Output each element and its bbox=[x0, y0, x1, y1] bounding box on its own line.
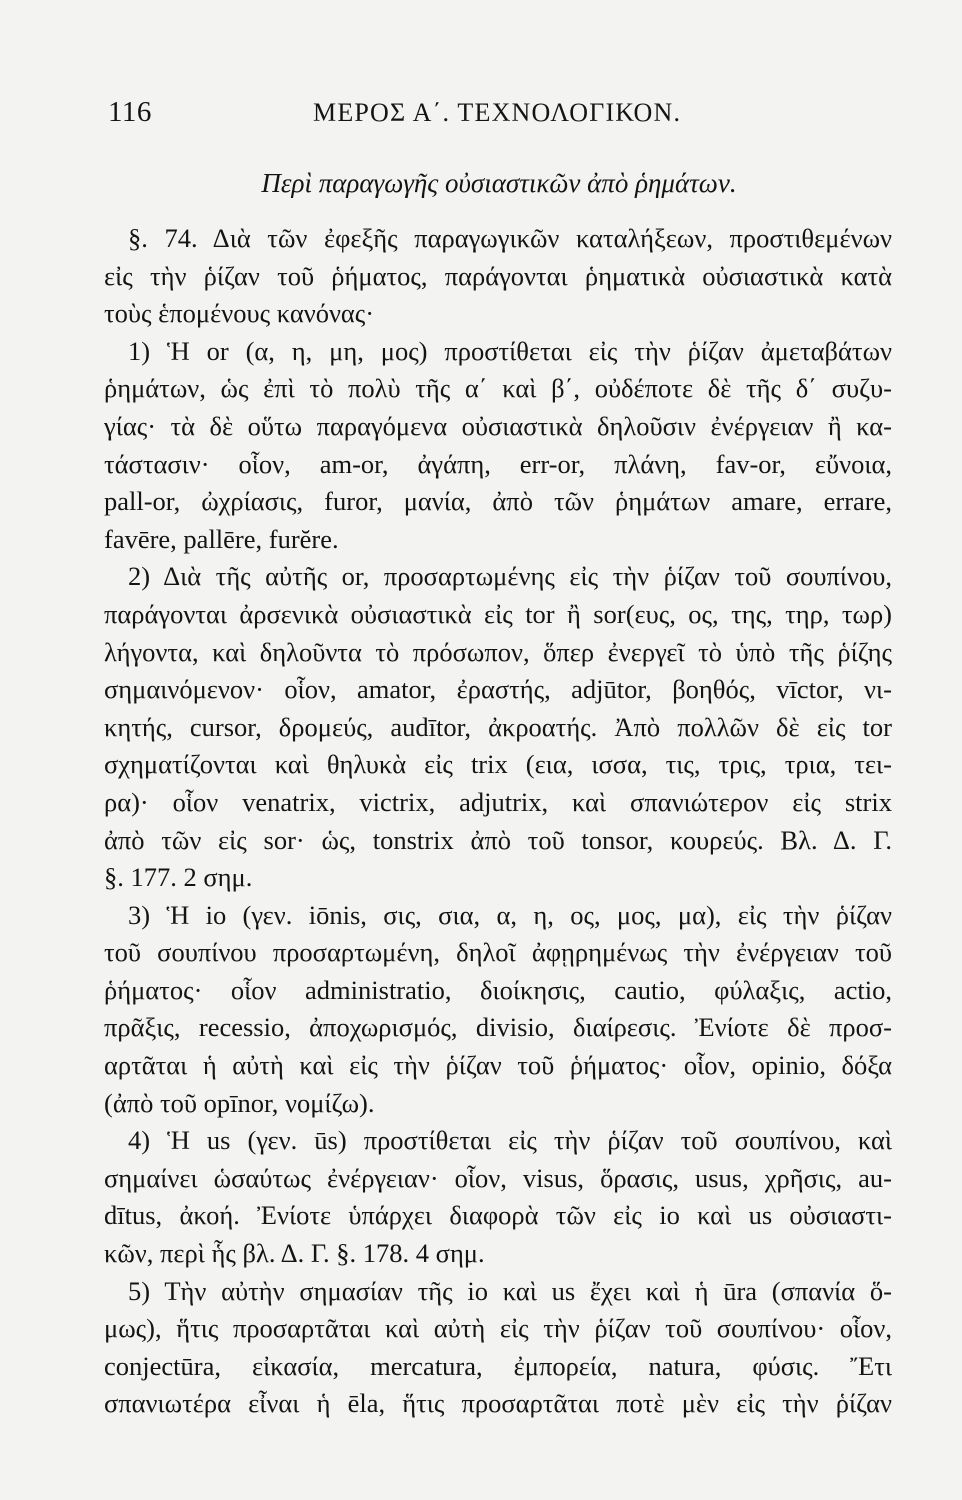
text-line: 3) Ἡ io (γεν. iōnis, σις, σια, α, η, ος, μος, μα), εἰς τὴν ῥίζαν bbox=[128, 899, 892, 930]
text-line: favēre, pallēre, furĕre. bbox=[104, 523, 339, 554]
running-head bbox=[108, 96, 890, 136]
text-line: γίας· τὰ δὲ οὕτω παραγόμενα οὐσιαστικὰ δηλοῦσιν ἐνέργειαν ἢ κα- bbox=[104, 410, 892, 441]
header-title: ΜΕΡΟΣ Α΄. ΤΕΧΝΟΛΟΓΙΚΟΝ. bbox=[313, 98, 682, 127]
text-line: pall-or, ὠχρίασις, furor, μανία, ἀπὸ τῶν ῥημάτων amare, errare, bbox=[104, 486, 892, 517]
text-line: κῶν, περὶ ἧς βλ. Δ. Γ. §. 178. 4 σημ. bbox=[104, 1238, 485, 1269]
text-line: ῥημάτων, ὡς ἐπὶ τὸ πολὺ τῆς α΄ καὶ β΄, οὐδέποτε δὲ τῆς δ΄ συζυ- bbox=[104, 373, 892, 404]
text-line: λήγοντα, καὶ δηλοῦντα τὸ πρόσωπον, ὅπερ ἐνεργεῖ τὸ ὑπὸ τῆς ῥίζης bbox=[104, 636, 892, 667]
text-line: σημαίνει ὡσαύτως ἐνέργειαν· οἷον, visus, ὅρασις, usus, χρῆσις, au- bbox=[104, 1162, 892, 1193]
section-heading: Περὶ παραγωγῆς οὐσιαστικῶν ἀπὸ ῥημάτων. bbox=[261, 168, 737, 198]
text-line: ἀπὸ τῶν εἰς sor· ὡς, tonstrix ἀπὸ τοῦ tonsor, κουρεύς. Βλ. Δ. Γ. bbox=[104, 824, 892, 855]
text-line: τοῦ σουπίνου προσαρτωμένη, δηλοῖ ἀφῃρημένως τὴν ἐνέργειαν τοῦ bbox=[104, 937, 892, 968]
text-line: πρᾶξις, recessio, ἀποχωρισμός, divisio, διαίρεσις. Ἐνίοτε δὲ προσ- bbox=[104, 1012, 892, 1043]
text-line: τάστασιν· οἷον, am-or, ἀγάπη, err-or, πλάνη, fav-or, εὔνοια, bbox=[104, 448, 892, 479]
body-text bbox=[104, 220, 892, 1423]
text-line: conjectūra, εἰκασία, mercatura, ἐμπορεία, natura, φύσις. Ἔτι bbox=[104, 1350, 892, 1381]
text-line: κητής, cursor, δρομεύς, audītor, ἀκροατής. Ἀπὸ πολλῶν δὲ εἰς tor bbox=[104, 711, 892, 742]
text-line: σημαινόμενον· οἷον, amator, ἐραστής, adjūtor, βοηθός, vīctor, νι- bbox=[104, 674, 892, 705]
text-line: εἰς τὴν ῥίζαν τοῦ ῥήματος, παράγονται ῥηματικὰ οὐσιαστικὰ κατὰ bbox=[104, 260, 892, 291]
text-line: παράγονται ἀρσενικὰ οὐσιαστικὰ εἰς tor ἢ sor(ευς, ος, της, τηρ, τωρ) bbox=[104, 598, 892, 629]
text-line: (ἀπὸ τοῦ opīnor, νομίζω). bbox=[104, 1087, 375, 1118]
text-line: 2) Διὰ τῆς αὐτῆς or, προσαρτωμένης εἰς τὴν ῥίζαν τοῦ σουπίνου, bbox=[128, 561, 892, 592]
text-line: dītus, ἀκοή. Ἐνίοτε ὑπάρχει διαφορὰ τῶν εἰς io καὶ us οὐσιαστι- bbox=[104, 1200, 892, 1231]
text-line: σπανιωτέρα εἶναι ἡ ēla, ἥτις προσαρτᾶται ποτὲ μὲν εἰς τὴν ῥίζαν bbox=[104, 1388, 892, 1419]
text-line: αρτᾶται ἡ αὐτὴ καὶ εἰς τὴν ῥίζαν τοῦ ῥήματος· οἷον, opinio, δόξα bbox=[104, 1050, 892, 1081]
text-line: 4) Ἡ us (γεν. ūs) προστίθεται εἰς τὴν ῥίζαν τοῦ σουπίνου, καὶ bbox=[128, 1125, 892, 1156]
text-line: 5) Τὴν αὐτὴν σημασίαν τῆς io καὶ us ἔχει καὶ ἡ ūra (σπανία ὅ- bbox=[128, 1275, 892, 1306]
text-line: μως), ἥτις προσαρτᾶται καὶ αὐτὴ εἰς τὴν ῥίζαν τοῦ σουπίνου· οἷον, bbox=[104, 1313, 892, 1344]
text-line: 1) Ἡ or (α, η, μη, μος) προστίθεται εἰς τὴν ῥίζαν ἀμεταβάτων bbox=[128, 335, 892, 366]
text-line: ῥήματος· οἷον administratio, διοίκησις, cautio, φύλαξις, actio, bbox=[104, 974, 892, 1005]
text-line: τοὺς ἑπομένους κανόνας· bbox=[104, 298, 375, 329]
text-line: σχηματίζονται καὶ θηλυκὰ εἰς trix (εια, ισσα, τις, τρις, τρια, τει- bbox=[104, 749, 892, 780]
text-line: §. 74. Διὰ τῶν ἐφεξῆς παραγωγικῶν καταλήξεων, προστιθεμένων bbox=[128, 223, 892, 253]
text-line: ρα)· οἷον venatrix, victrix, adjutrix, καὶ σπανιώτερον εἰς strix bbox=[104, 786, 892, 817]
page-number: 116 bbox=[108, 96, 152, 128]
text-line: §. 177. 2 σημ. bbox=[104, 862, 253, 893]
